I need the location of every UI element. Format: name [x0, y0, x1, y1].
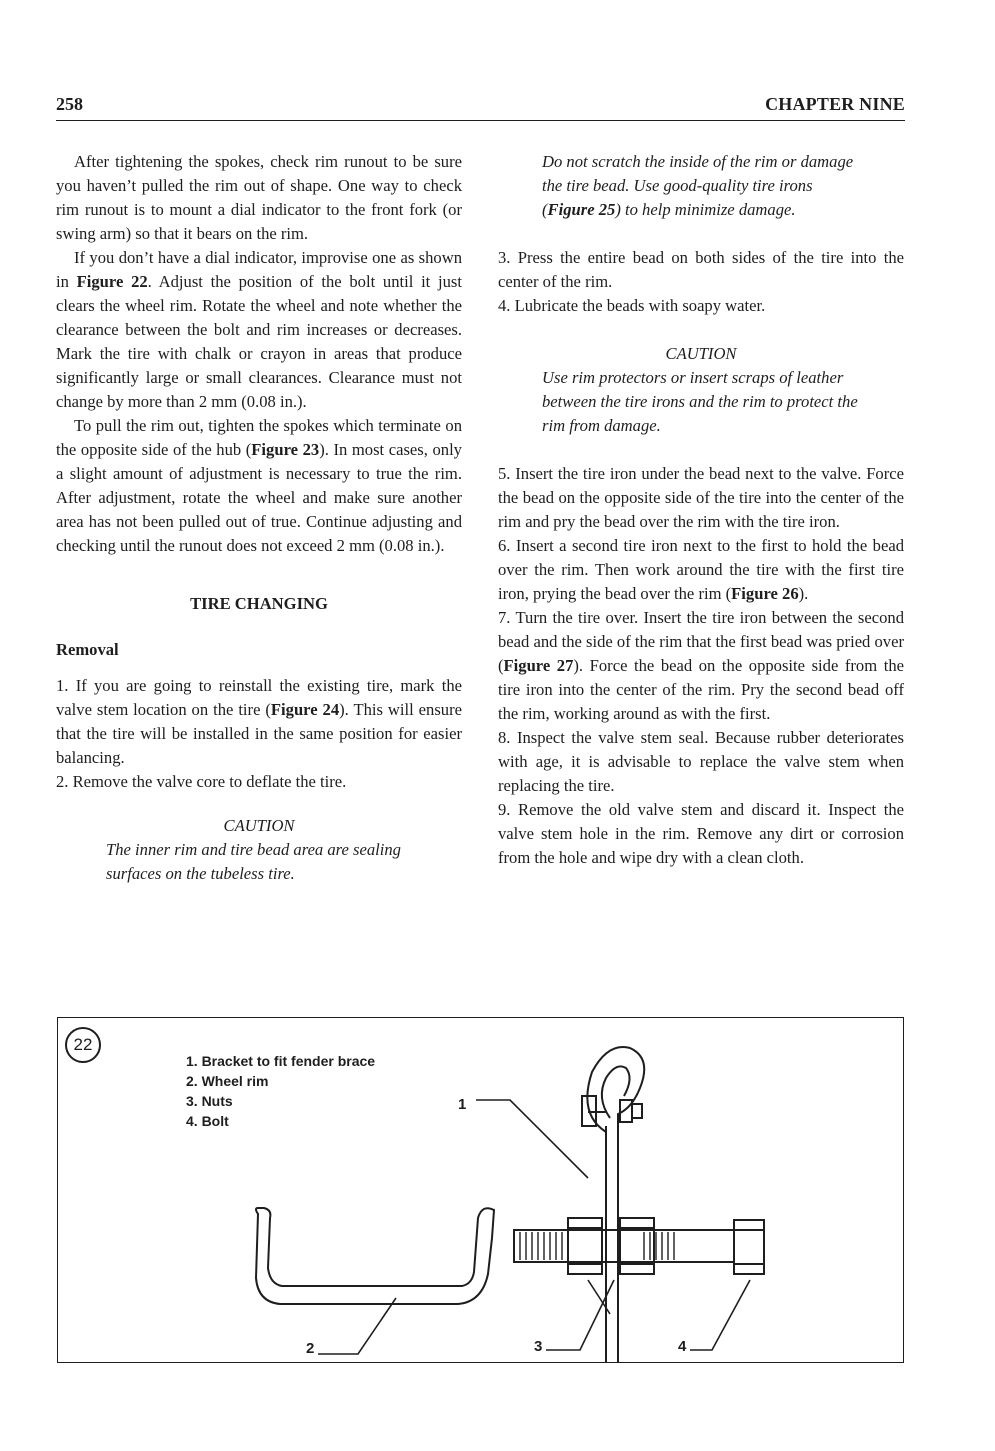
wheel-rim-illustration: [256, 1208, 494, 1304]
legend-item: 2. Wheel rim: [186, 1073, 269, 1089]
figure-reference: Figure 23: [251, 440, 320, 459]
caution-note: Do not scratch the inside of the rim or damage the tire bead. Use good-quality tire irons (Figure 25) to help minimize damage.: [542, 152, 854, 219]
legend-item: 1. Bracket to fit fender brace: [186, 1053, 376, 1069]
caution-text: The inner rim and tire bead area are sealing surfaces on the tubeless tire.: [106, 840, 401, 883]
paragraph: After tightening the spokes, check rim runout to be sure you haven’t pulled the rim out of shape. One way to check rim runout is to mount a dial indicator to the front fork (or swing arm) so that it bears on the rim.: [56, 152, 462, 243]
figure-22: [57, 1017, 904, 1363]
figure-reference: Figure 24: [270, 700, 340, 719]
paragraph: To pull the rim out, tighten the spokes which terminate on the opposite side of the hub (Figure 23). In most cases, only a slight amount of adjustment is necessary to true the rim. After adjustment, rotate the wheel and make sure another area has not been pulled out of true. Continue adjusting and checking until the runout does not exceed 2 mm (0.08 in.).: [56, 416, 462, 555]
leader-line-4: [690, 1280, 750, 1350]
left-column: [56, 150, 462, 886]
figure-reference: Figure 22: [76, 272, 148, 291]
subheading: Removal: [56, 640, 119, 659]
step: 9. Remove the old valve stem and discard it. Inspect the valve stem hole in the rim. Remove any dirt or corrosion from the hole and wipe dry with a clean cloth.: [498, 800, 904, 867]
right-column: [498, 150, 904, 870]
bolt-threads: [520, 1232, 674, 1260]
callout-2: 2: [306, 1340, 315, 1357]
bolt-head: [734, 1220, 764, 1274]
step: 6. Insert a second tire iron next to the first to hold the bead over the rim. Then work around the tire with the first tire iron, prying the bead over the rim (Figure 26).: [498, 536, 904, 603]
nut: [620, 1218, 654, 1274]
caution-text: Use rim protectors or insert scraps of leather between the tire irons and the rim to protect the rim from damage.: [542, 368, 858, 435]
figure-number-badge: 22: [65, 1027, 101, 1063]
caution-title: CAUTION: [223, 816, 295, 835]
nut: [568, 1218, 602, 1274]
callout-1: 1: [458, 1096, 467, 1113]
legend-item: 4. Bolt: [186, 1113, 229, 1129]
leader-line-1: [476, 1100, 588, 1178]
page-header: [56, 92, 905, 121]
figure-reference: Figure 26: [731, 584, 799, 603]
step: 5. Insert the tire iron under the bead next to the valve. Force the bead on the opposite side of the tire into the center of the rim and pry the bead over the rim with the tire iron.: [498, 464, 904, 531]
paragraph: If you don’t have a dial indicator, improvise one as shown in Figure 22. Adjust the position of the bolt until it just clears the wheel rim. Rotate the wheel and note whether the clearance between the bolt and rim increases or decreases. Mark the tire with chalk or crayon in areas that produce significantly large or small clearances. Clearance must not change by more than 2 mm (0.08 in.).: [56, 248, 462, 411]
step: 8. Inspect the valve stem seal. Because rubber deteriorates with age, it is advisable to replace the valve stem when replacing the tire.: [498, 728, 904, 795]
section-title: TIRE CHANGING: [190, 594, 328, 613]
chapter-title: CHAPTER NINE: [765, 94, 905, 114]
bolt-shaft: [514, 1230, 734, 1262]
caution-title: CAUTION: [665, 344, 737, 363]
leader-line-2: [318, 1298, 396, 1354]
rim-runout-diagram: [58, 1018, 903, 1362]
legend-item: 3. Nuts: [186, 1093, 233, 1109]
step: 3. Press the entire bead on both sides of the tire into the center of the rim.: [498, 248, 904, 291]
step: 7. Turn the tire over. Insert the tire iron between the second bead and the side of the rim that the first bead was pried over (Figure 27). Force the bead on the opposite side from the tire iron into the center of the rim. Pry the second bead off the rim, working around as with the first.: [498, 608, 904, 723]
bracket-strap: [606, 1126, 618, 1362]
step: 2. Remove the valve core to deflate the tire.: [56, 772, 347, 791]
callout-4: 4: [678, 1338, 687, 1355]
step: 4. Lubricate the beads with soapy water.: [498, 296, 766, 315]
figure-reference: Figure 25: [547, 200, 616, 219]
leader-line-3: [546, 1280, 614, 1350]
step: 1. If you are going to reinstall the existing tire, mark the valve stem location on the tire (Figure 24). This will ensure that the tire will be installed in the same position for easier balancing.: [56, 676, 462, 767]
callout-3: 3: [534, 1338, 543, 1355]
page-number: 258: [56, 94, 83, 114]
figure-reference: Figure 27: [503, 656, 574, 675]
